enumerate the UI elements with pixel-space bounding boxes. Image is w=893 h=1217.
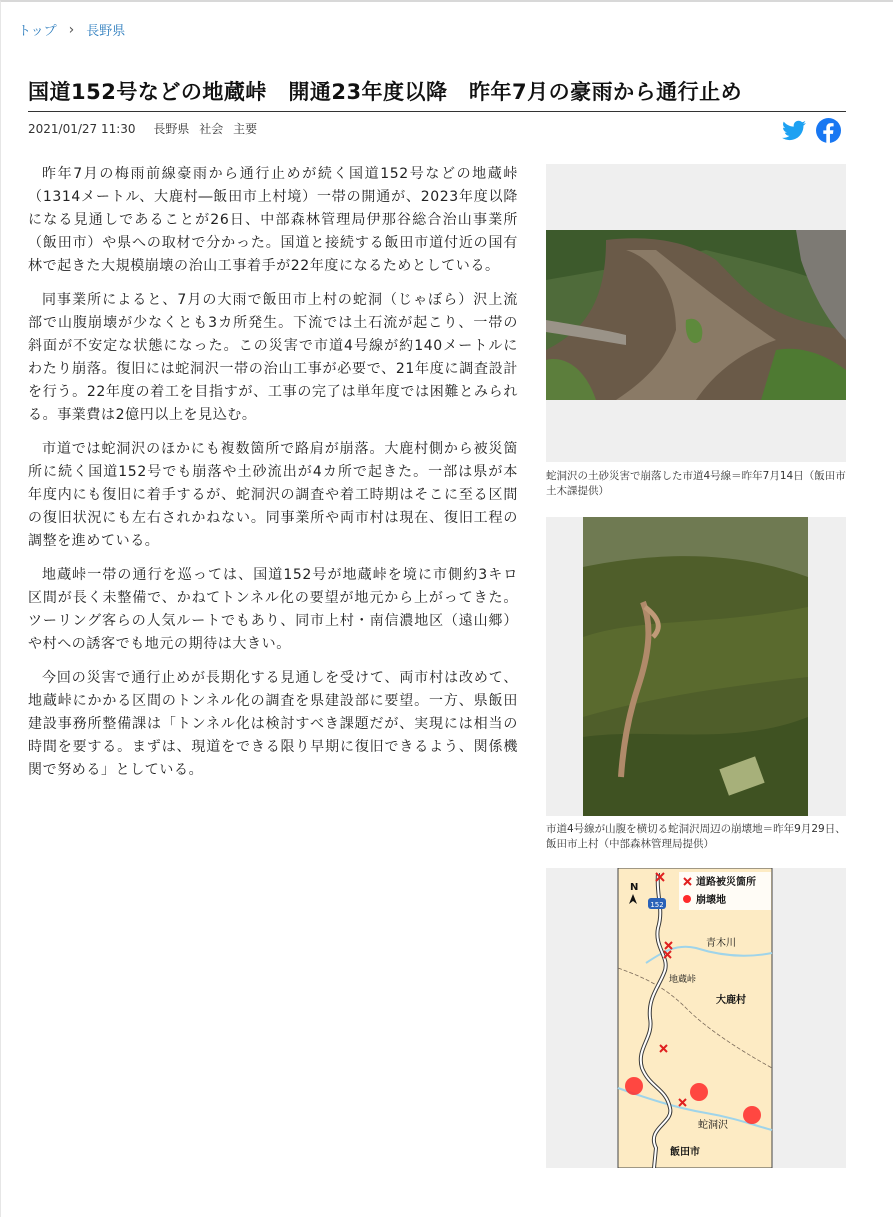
collapse-area <box>743 1106 761 1124</box>
article-body <box>28 163 518 793</box>
map-label-iida: 飯田市 <box>670 1147 700 1158</box>
article-meta <box>28 120 271 137</box>
route-shield-number: 152 <box>650 901 664 909</box>
figure-map[interactable] <box>546 868 846 1168</box>
twitter-icon <box>781 118 807 144</box>
legend-collapse-icon <box>683 895 691 903</box>
article-tag-prefecture[interactable]: 長野県 <box>153 122 190 136</box>
breadcrumb-home-link[interactable]: トップ <box>18 24 57 39</box>
legend-damage-label: 道路被災箇所 <box>696 877 756 888</box>
map-label-aokigawa: 青木川 <box>706 938 736 949</box>
figure-road-collapse[interactable] <box>546 164 846 462</box>
map-label-oshika: 大鹿村 <box>716 995 746 1006</box>
article-tag-society[interactable]: 社会 <box>199 122 224 136</box>
route-shield-icon <box>648 898 666 909</box>
paragraph-4: 地蔵峠一帯の通行を巡っては、国道152号が地蔵峠を境に市側約3キロ区間が長く未整備で、かねてトンネル化の要望が地元から上がってきた。ツーリング客らの人気ルートでもあり、同市上村・南信濃地区（遠山郷）や村への誘客でも地元の期待は大きい。 <box>28 567 518 652</box>
paragraph-1: 昨年7月の梅雨前線豪雨から通行止めが続く国道152号などの地蔵峠（1314メートル、大鹿村―飯田市上村境）一帯の開通が、2023年度以降になる見通しであることが26日、中部森林管理局伊那谷総合治山事業所（飯田市）や県への取材で分かった。国道と接続する飯田市道付近の国有林で起きた大規模崩壊の治山工事着手が22年度になるためとしている。 <box>28 166 518 274</box>
breadcrumb-category-link[interactable]: 長野県 <box>86 24 126 39</box>
road-collapse-photo <box>546 164 846 462</box>
paragraph-2: 同事業所によると、7月の大雨で飯田市上村の蛇洞（じゃぼら）沢上流部で山腹崩壊が少なくとも3カ所発生。下流では土石流が起こり、一帯の斜面が不安定な状態になった。この災害で市道4号線が約140メートルにわたり崩落。復旧には蛇洞沢一帯の治山工事が必要で、21年度に調査設計を行う。22年度の着工を目指すが、工事の完了は単年度では困難とみられる。事業費は2億円以上を見込む。 <box>28 292 518 423</box>
headline-divider <box>28 111 846 112</box>
breadcrumb-separator: › <box>68 21 75 38</box>
map-label-jizo-pass: 地蔵峠 <box>669 975 697 985</box>
facebook-icon <box>816 118 841 143</box>
paragraph-5: 今回の災害で通行止めが長期化する見通しを受けて、両市村は改めて、地蔵峠にかかる区間のトンネル化の調査を県建設部に要望。一方、県飯田建設事務所整備課は「トンネル化は検討すべき課題だが、実現には相当の時間を要する。まずは、現道をできる限り早期に復旧できるよう、関係機関で努める」としている。 <box>28 670 518 778</box>
breadcrumb <box>18 20 125 39</box>
figure-aerial-collapse[interactable] <box>546 517 846 816</box>
north-label: N <box>630 882 639 893</box>
collapse-area <box>690 1083 708 1101</box>
article-datetime: 2021/01/27 11:30 <box>28 122 136 136</box>
article-tag-main[interactable]: 主要 <box>233 122 258 136</box>
figure-aerial-collapse-caption: 市道4号線が山腹を横切る蛇洞沢周辺の崩壊地＝昨年9月29日、飯田市上村（中部森林管理局提供） <box>546 823 846 850</box>
facebook-share-button[interactable] <box>816 118 841 144</box>
collapse-area <box>625 1077 643 1095</box>
paragraph-3: 市道では蛇洞沢のほかにも複数箇所で路肩が崩落。大鹿村側から被災箇所に続く国道152号でも崩落や土砂流出が4カ所で起きた。一部は県が本年度内にも復旧に着手するが、蛇洞沢の調査や着工時期はそこに至る区間の復旧状況にも左右されかねない。同事業所や両市村は現在、復旧工程の調整を進めている。 <box>28 441 518 549</box>
article-headline: 国道152号などの地蔵峠 開通23年度以降 昨年7月の豪雨から通行止め <box>28 80 743 104</box>
figure-road-collapse-caption: 蛇洞沢の土砂災害で崩落した市道4号線＝昨年7月14日（飯田市土木課提供） <box>546 470 846 497</box>
legend-collapse-label: 崩壊地 <box>696 895 726 906</box>
area-map <box>546 868 846 1168</box>
twitter-share-button[interactable] <box>781 118 807 144</box>
map-label-jabora: 蛇洞沢 <box>698 1120 728 1131</box>
aerial-collapse-photo <box>546 517 846 816</box>
